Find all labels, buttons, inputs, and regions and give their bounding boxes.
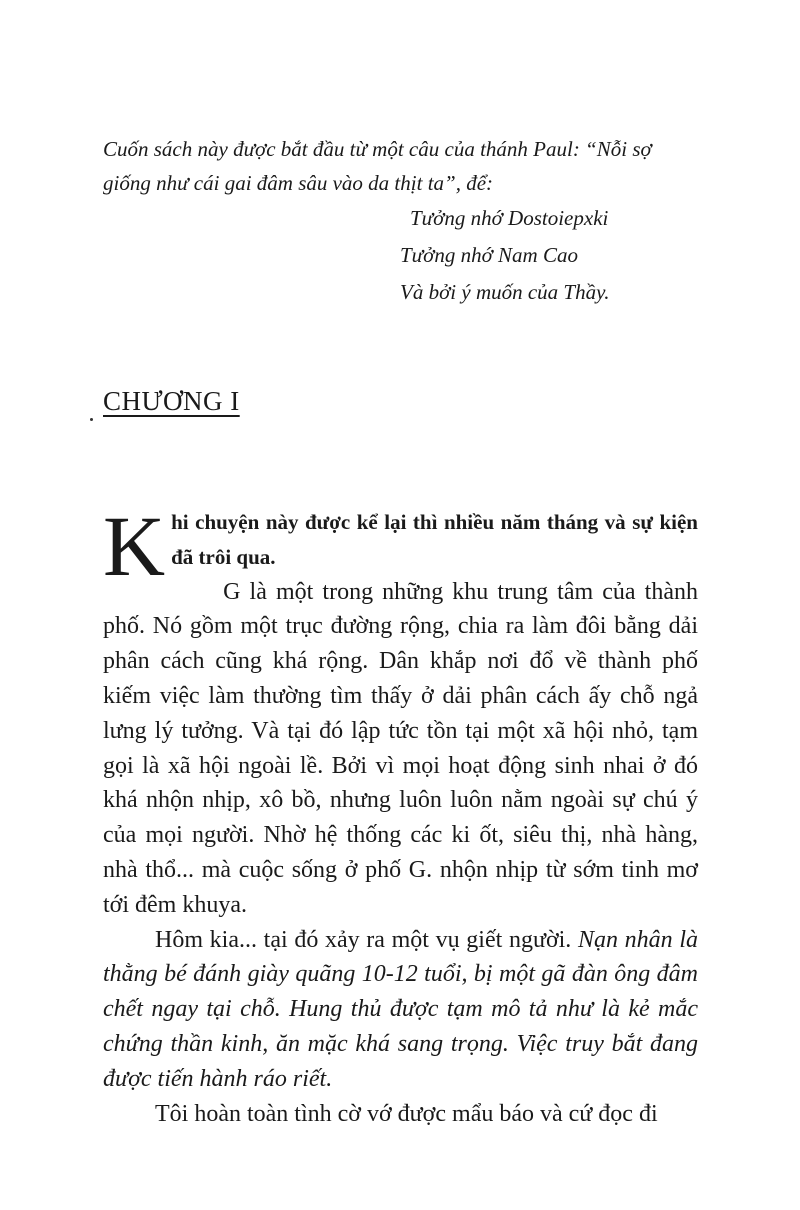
stray-dot [90,418,93,421]
dedication-line: Và bởi ý muốn của Thầy. [400,280,610,304]
paragraph-lead: Hôm kia... tại đó xảy ra một vụ giết người. [155,926,578,953]
epigraph-text: Cuốn sách này được bắt đầu từ một câu của thánh Paul: “Nỗi sợ giống như cái gai đâm sâu vào da thịt ta”, để: [103,137,652,195]
epigraph [103,132,703,200]
chapter-body [103,498,698,1131]
drop-cap: K [103,498,166,594]
paragraph [103,923,698,1097]
opening-bold-text: hi chuyện này được kể lại thì nhiều năm tháng và sự kiện đã trôi qua. [171,510,698,569]
paragraph: Tôi hoàn toàn tình cờ vớ được mẩu báo và cứ đọc đi [155,1100,658,1127]
dedication-line: Tưởng nhớ Nam Cao [400,243,578,267]
paragraph: G là một trong những khu trung tâm của thành phố. Nó gồm một trục đường rộng, chia ra làm đôi bằng dải phân cách cũng khá rộng. Dân khắp nơi đổ về thành phố kiếm việc làm thường tìm thấy ở dải phân cách ấy chỗ ngả lưng lý tưởng. Và tại đó lập tức tồn tại một xã hội nhỏ, tạm gọi là xã hội ngoài lề. Bởi vì mọi hoạt động sinh nhai ở đó khá nhộn nhịp, xô bồ, nhưng luôn luôn nằm ngoài sự chú ý của mọi người. Nhờ hệ thống các ki ốt, siêu thị, nhà hàng, nhà thổ... mà cuộc sống ở phố G. nhộn nhịp từ sớm tinh mơ tới đêm khuya. [103,578,698,918]
opening-paragraph [103,498,698,594]
chapter-title: CHƯƠNG I [103,386,240,416]
dedication-line: Tưởng nhớ Dostoiepxki [410,206,609,230]
dedications [400,200,610,311]
paragraph-italic: Nạn nhân là thằng bé đánh giày quãng 10-12 tuổi, bị một gã đàn ông đâm chết ngay tại chỗ. Hung thủ được tạm mô tả như là kẻ mắc chứng thần kinh, ăn mặc khá sang trọng. Việc truy bắt đang được tiến hành ráo riết. [103,926,698,1092]
